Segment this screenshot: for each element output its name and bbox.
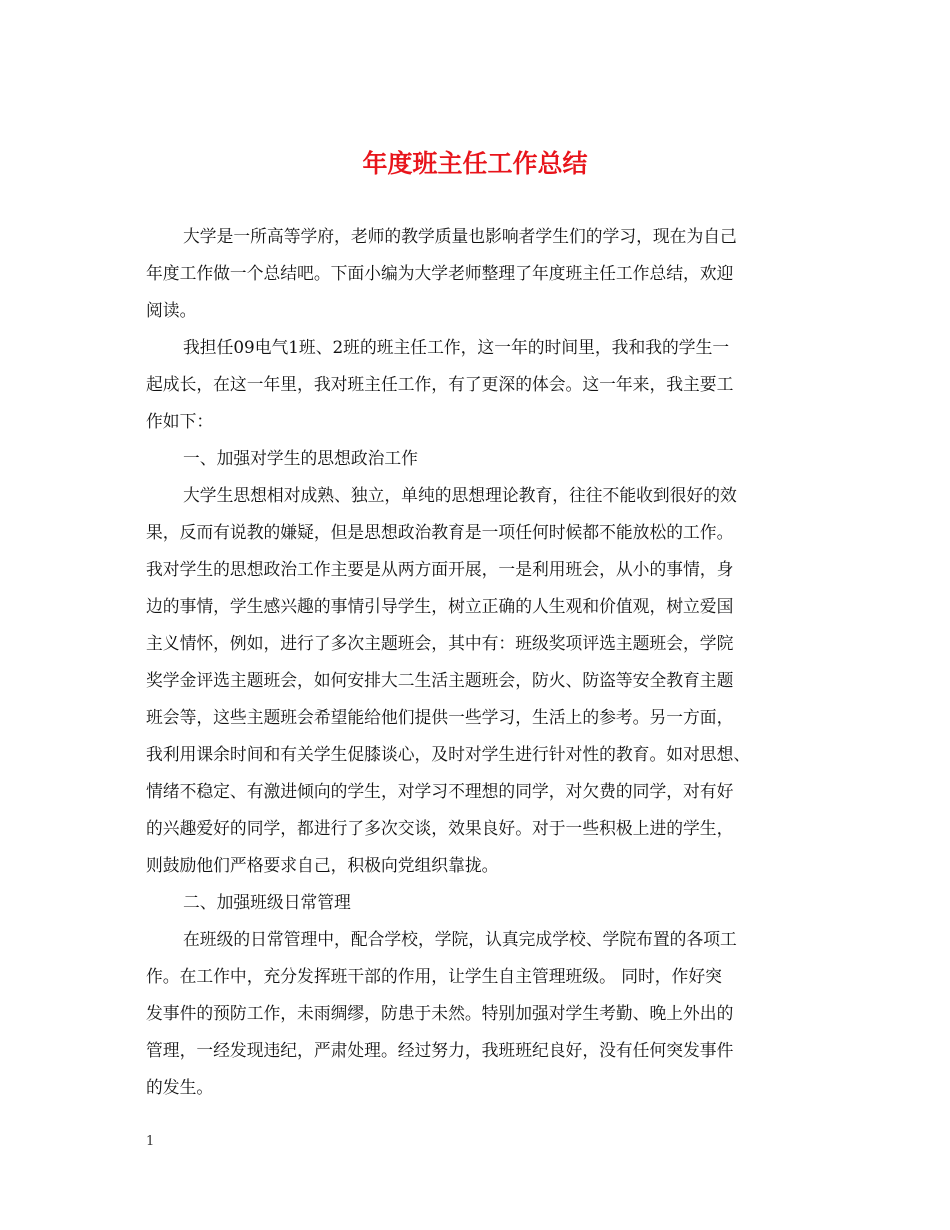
paragraph-line: 则鼓励他们严格要求自己，积极向党组织靠拢。	[146, 855, 499, 875]
paragraph-line: 奖学金评选主题班会，如何安排大二生活主题班会，防火、防盗等安全教育主题	[146, 670, 734, 690]
paragraph-line: 大学生思想相对成熟、独立，单纯的思想理论教育，往往不能收到很好的效	[183, 485, 737, 505]
paragraph-line: 在班级的日常管理中，配合学校，学院，认真完成学校、学院布置的各项工	[183, 929, 737, 949]
paragraph-line: 我担任09电气1班、2班的班主任工作，这一年的时间里，我和我的学生一	[183, 337, 730, 357]
paragraph-line: 作如下：	[146, 411, 214, 431]
paragraph-line: 班会等，这些主题班会希望能给他们提供一些学习，生活上的参考。另一方面，	[146, 707, 734, 727]
paragraph-line: 年度工作做一个总结吧。下面小编为大学老师整理了年度班主任工作总结，欢迎	[146, 263, 734, 283]
section-heading: 一、加强对学生的思想政治工作	[183, 448, 418, 468]
paragraph-line: 的发生。	[146, 1077, 214, 1097]
paragraph-line: 管理，一经发现违纪，严肃处理。经过努力，我班班纪良好，没有任何突发事件	[146, 1040, 734, 1060]
paragraph-line: 发事件的预防工作，未雨绸缪，防患于未然。特别加强对学生考勤、晚上外出的	[146, 1003, 734, 1023]
paragraph-line: 大学是一所高等学府，老师的教学质量也影响者学生们的学习，现在为自己	[183, 226, 737, 246]
paragraph-line: 边的事情，学生感兴趣的事情引导学生，树立正确的人生观和价值观，树立爱国	[146, 596, 734, 616]
paragraph-line: 情绪不稳定、有激进倾向的学生，对学习不理想的同学，对欠费的同学，对有好	[146, 781, 734, 801]
paragraph-line: 主义情怀，例如，进行了多次主题班会，其中有：班级奖项评选主题班会，学院	[146, 633, 734, 653]
paragraph-line: 作。在工作中，充分发挥班干部的作用，让学生自主管理班级。 同时，作好突	[146, 966, 722, 986]
paragraph-line: 我利用课余时间和有关学生促膝谈心，及时对学生进行针对性的教育。如对思想、	[146, 744, 751, 764]
document-title: 年度班主任工作总结	[362, 149, 588, 178]
paragraph-line: 的兴趣爱好的同学，都进行了多次交谈，效果良好。对于一些积极上进的学生，	[146, 818, 734, 838]
paragraph-line: 果，反而有说教的嫌疑，但是思想政治教育是一项任何时候都不能放松的工作。	[146, 522, 734, 542]
section-heading: 二、加强班级日常管理	[183, 892, 351, 912]
paragraph-line: 起成长，在这一年里，我对班主任工作，有了更深的体会。这一年来，我主要工	[146, 374, 734, 394]
page-number: 1	[146, 1134, 155, 1149]
paragraph-line: 我对学生的思想政治工作主要是从两方面开展，一是利用班会，从小的事情，身	[146, 559, 734, 579]
document-body	[146, 218, 806, 1106]
paragraph-line: 阅读。	[146, 300, 197, 320]
